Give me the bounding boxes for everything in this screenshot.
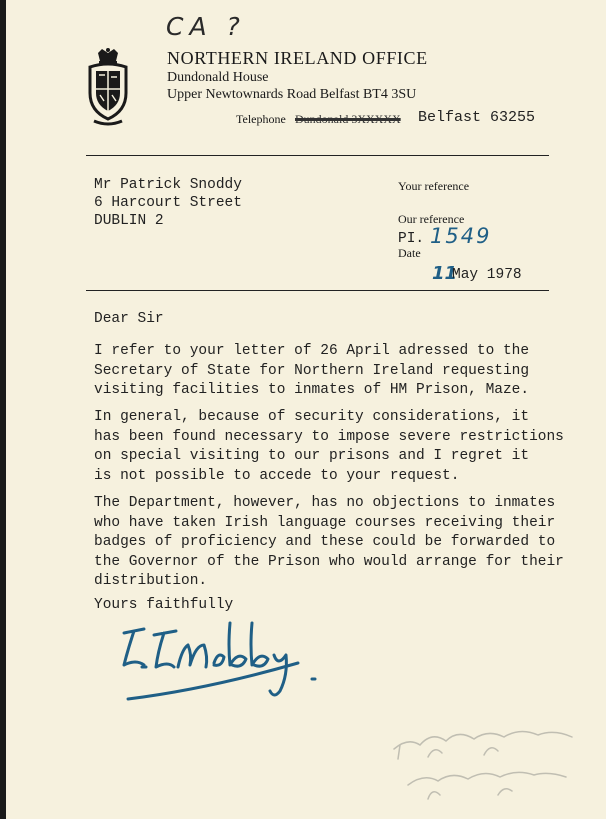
scan-edge-right bbox=[606, 0, 614, 819]
address-line-1: Dundonald House bbox=[167, 70, 269, 85]
body-paragraph-3: The Department, however, has no objections to inmates who have taken Irish language courses receiving their badges of proficiency and these could be forwarded to the Governor of the Prison who would arrange for their distribution. bbox=[94, 495, 564, 589]
salutation: Dear Sir bbox=[94, 311, 164, 327]
our-reference-prefix: PI. bbox=[398, 231, 425, 247]
header-divider bbox=[86, 155, 549, 156]
telephone-struck-number: Dundonald 3XXXXX bbox=[295, 112, 401, 126]
reference-divider bbox=[86, 290, 549, 291]
our-reference-label: Our reference bbox=[398, 212, 465, 226]
telephone-label: Telephone bbox=[236, 112, 286, 126]
body-paragraph-2: In general, because of security considerations, it has been found necessary to impose severe restrictions on special visiting to our prisons and I regret it is not possible to accede to your request. bbox=[94, 409, 564, 484]
address-line-2: Upper Newtownards Road Belfast BT4 3SU bbox=[167, 87, 417, 102]
telephone-number: Belfast 63255 bbox=[418, 109, 536, 126]
date-day: 11 bbox=[432, 263, 458, 284]
recipient-name: Mr Patrick Snoddy bbox=[94, 177, 242, 193]
our-reference-number: 1549 bbox=[430, 224, 492, 248]
organisation-name: NORTHERN IRELAND OFFICE bbox=[167, 48, 428, 68]
closing: Yours faithfully bbox=[94, 597, 234, 613]
signature-scribble bbox=[118, 615, 338, 705]
pencil-scribble bbox=[388, 715, 588, 810]
your-reference-label: Your reference bbox=[398, 179, 470, 193]
body-paragraph-1: I refer to your letter of 26 April adressed to the Secretary of State for Northern Ireland requesting visiting facilities to inmates of HM Prison, Maze. bbox=[94, 343, 530, 398]
scan-edge-left bbox=[0, 0, 6, 819]
recipient-street: 6 Harcourt Street bbox=[94, 195, 242, 211]
handwritten-annotation: CA ? bbox=[166, 12, 246, 41]
date-month-year: May 1978 bbox=[452, 267, 522, 283]
royal-crest-icon bbox=[84, 47, 132, 129]
date-label: Date bbox=[398, 246, 421, 260]
recipient-city: DUBLIN 2 bbox=[94, 213, 164, 229]
